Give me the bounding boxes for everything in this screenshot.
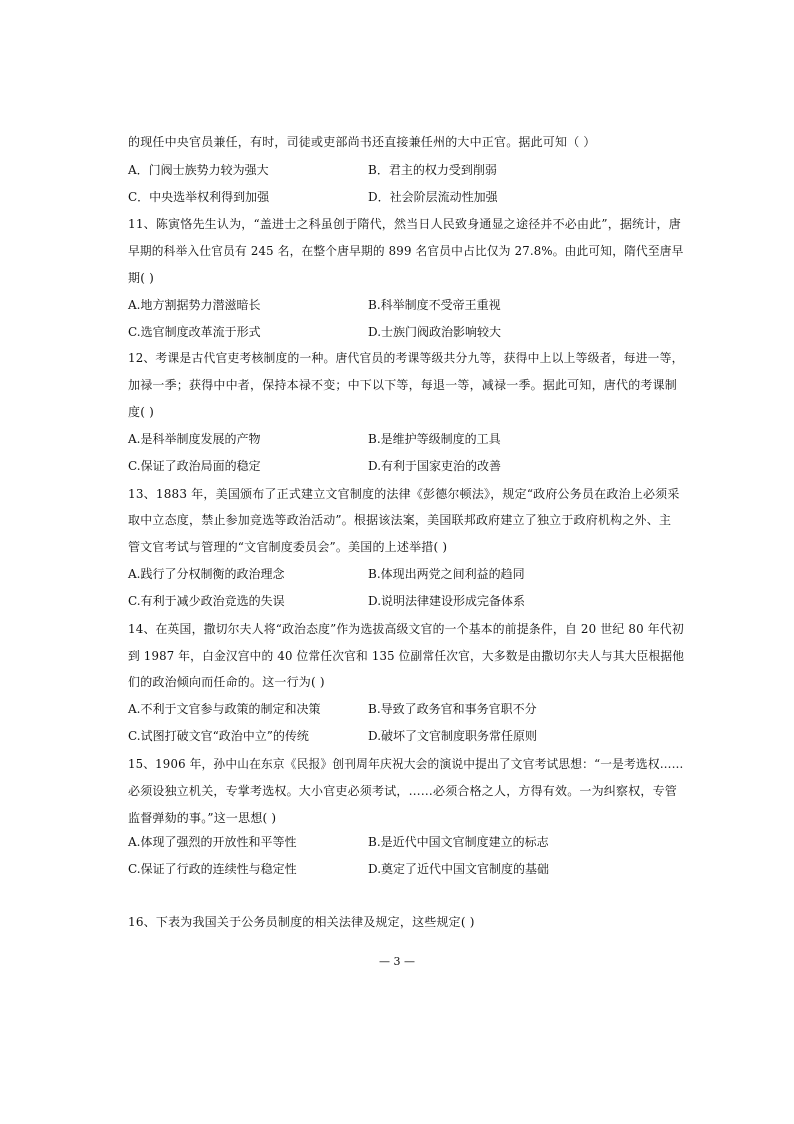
q12-option-a: A.是科举制度发展的产物 [128,432,261,446]
q15-stem-line-2: 必须设独立机关，专掌考选权。大小官吏必须考试，……必须合格之人，方得有效。一为纠察权，专管 [128,784,678,798]
q15-option-c: C.保证了行政的连续性与稳定性 [128,862,297,876]
q12-stem-line-2: 加禄一季；获得中中者，保持本禄不变；中下以下等，每退一等，减禄一季。据此可知，唐代的考课制 [128,378,678,392]
q10-option-b: B．君主的权力受到削弱 [368,163,497,177]
q11-stem-line-3: 期( ) [128,271,154,285]
q13-stem-line-1: 13、1883 年，美国颁布了正式建立文官制度的法律《彭德尔顿法》，规定“政府公务员在政治上必须采 [128,487,680,501]
q14-stem-line-2: 到 1987 年，白金汉宫中的 40 位常任次官和 135 位副常任次官，大多数是由撒切尔夫人与其大臣根据他 [128,649,685,663]
q14-option-a: A.不利于文官参与政策的制定和决策 [128,702,321,716]
q10-stem: 的现任中央官员兼任，有时，司徒或吏部尚书还直接兼任州的大中正官。据此可知（ ） [128,135,596,149]
q13-option-c: C.有利于减少政治竞选的失误 [128,594,285,608]
q12-stem-line-1: 12、考课是古代官吏考核制度的一种。唐代官员的考课等级共分九等，获得中上以上等级者，每进一等， [128,351,684,365]
q11-option-d: D.士族门阀政治影响较大 [368,325,502,339]
q11-option-c: C.选官制度改革流于形式 [128,325,261,339]
q14-option-c: C.试图打破文官“政治中立”的传统 [128,729,309,743]
q10-option-a: A．门阀士族势力较为强大 [128,163,269,177]
q12-stem-line-3: 度( ) [128,405,154,419]
q11-option-a: A.地方割据势力潜滋暗长 [128,298,261,312]
q15-stem-line-3: 监督弹劾的事。”这一思想( ) [128,811,277,825]
q12-option-d: D.有利于国家吏治的改善 [368,459,502,473]
q11-stem-line-1: 11、陈寅恪先生认为，“盖进士之科虽创于隋代，然当日人民致身通显之途径并不必由此”，据统计，唐 [128,217,681,231]
q15-stem-line-1: 15、1906 年，孙中山在东京《民报》创刊周年庆祝大会的演说中提出了文官考试思想：“一是考选权…… [128,757,684,771]
q14-option-d: D.破坏了文官制度职务常任原则 [368,729,538,743]
q13-stem-line-3: 管文官考试与管理的“文官制度委员会”。美国的上述举措( ) [128,540,448,554]
q11-option-b: B.科举制度不受帝王重视 [368,298,501,312]
q11-stem-line-2: 早期的科举入仕官员有 245 名，在整个唐早期的 899 名官员中占比仅为 27.8%。由此可知，隋代至唐早 [128,244,684,258]
q12-option-c: C.保证了政治局面的稳定 [128,459,261,473]
q10-option-d: D．社会阶层流动性加强 [368,190,498,204]
q15-option-d: D.奠定了近代中国文官制度的基础 [368,862,550,876]
q13-option-b: B.体现出两党之间利益的趋同 [368,567,525,581]
q16-stem: 16、下表为我国关于公务员制度的相关法律及规定，这些规定( ) [128,915,475,929]
q14-stem-line-1: 14、在英国，撒切尔夫人将“政治态度”作为选拔高级文官的一个基本的前提条件，自 20 世纪 80 年代初 [128,622,684,636]
q15-option-a: A.体现了强烈的开放性和平等性 [128,835,297,849]
q14-stem-line-3: 们的政治倾向而任命的。这一行为( ) [128,675,325,689]
q13-option-d: D.说明法律建设形成完备体系 [368,594,526,608]
q14-option-b: B.导致了政务官和事务官职不分 [368,702,537,716]
q10-option-c: C．中央选举权利得到加强 [128,190,270,204]
q15-option-b: B.是近代中国文官制度建立的标志 [368,835,549,849]
q13-option-a: A.践行了分权制衡的政治理念 [128,567,285,581]
q13-stem-line-2: 取中立态度，禁止参加竞选等政治活动”。根据该法案，美国联邦政府建立了独立于政府机构之外、主 [128,513,672,527]
page-number: — 3 — [379,955,415,968]
q12-option-b: B.是维护等级制度的工具 [368,432,501,446]
